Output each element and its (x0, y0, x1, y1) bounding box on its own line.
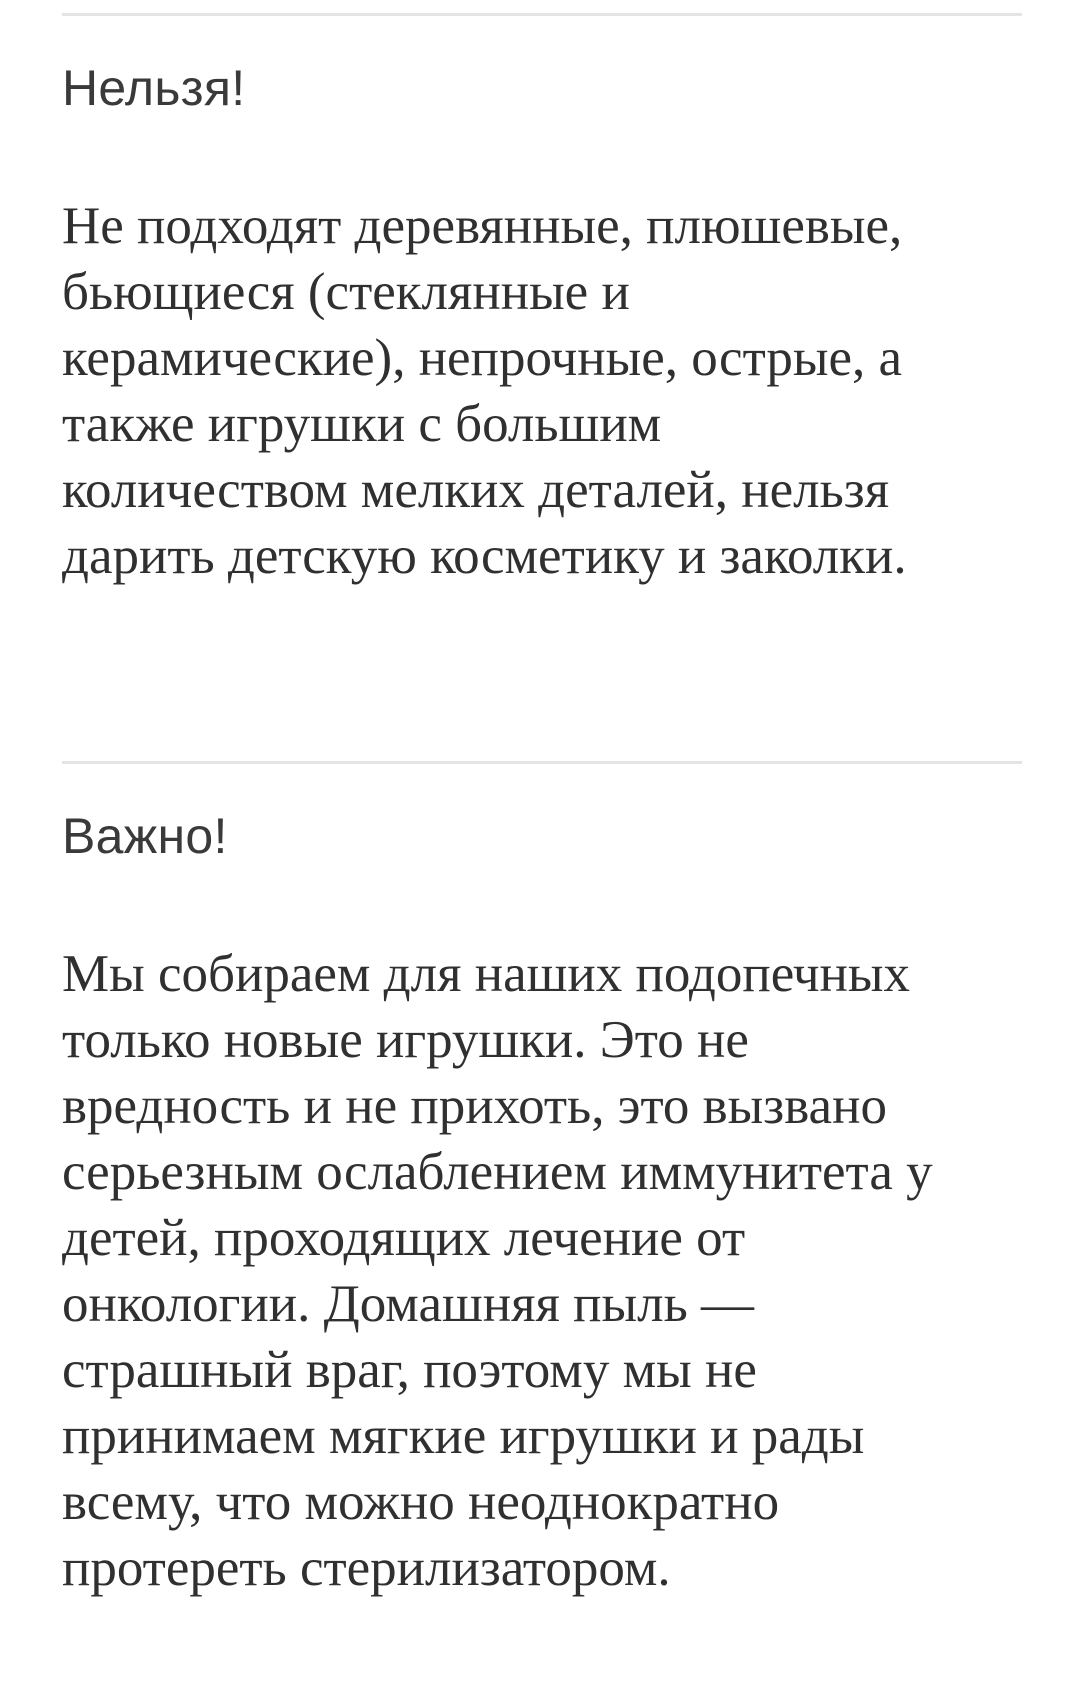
section-heading: Нельзя! (62, 60, 246, 116)
section-divider (62, 761, 1022, 764)
section-heading: Важно! (62, 808, 228, 864)
section-paragraph: Мы собираем для наших подопечных только новые игрушки. Это не вредность и не прихоть, это вызвано серьезным ослаблением иммунитета у детей, проходящих лечение от онкологии. Домашняя пыль — страшный враг, поэтому мы не принимаем мягкие игрушки и рады всему, что можно неоднократно протереть стерилизатором. (62, 945, 933, 1597)
section-paragraph: Не подходят деревянные, плюшевые, бьющиеся (стеклянные и керамические), непрочные, острые, а также игрушки с большим количеством мелких деталей, нельзя дарить детскую косметику и заколки. (62, 197, 907, 585)
section-nelzya (62, 13, 1022, 589)
section-vazhno (62, 761, 1022, 1601)
section-divider (62, 13, 1022, 16)
